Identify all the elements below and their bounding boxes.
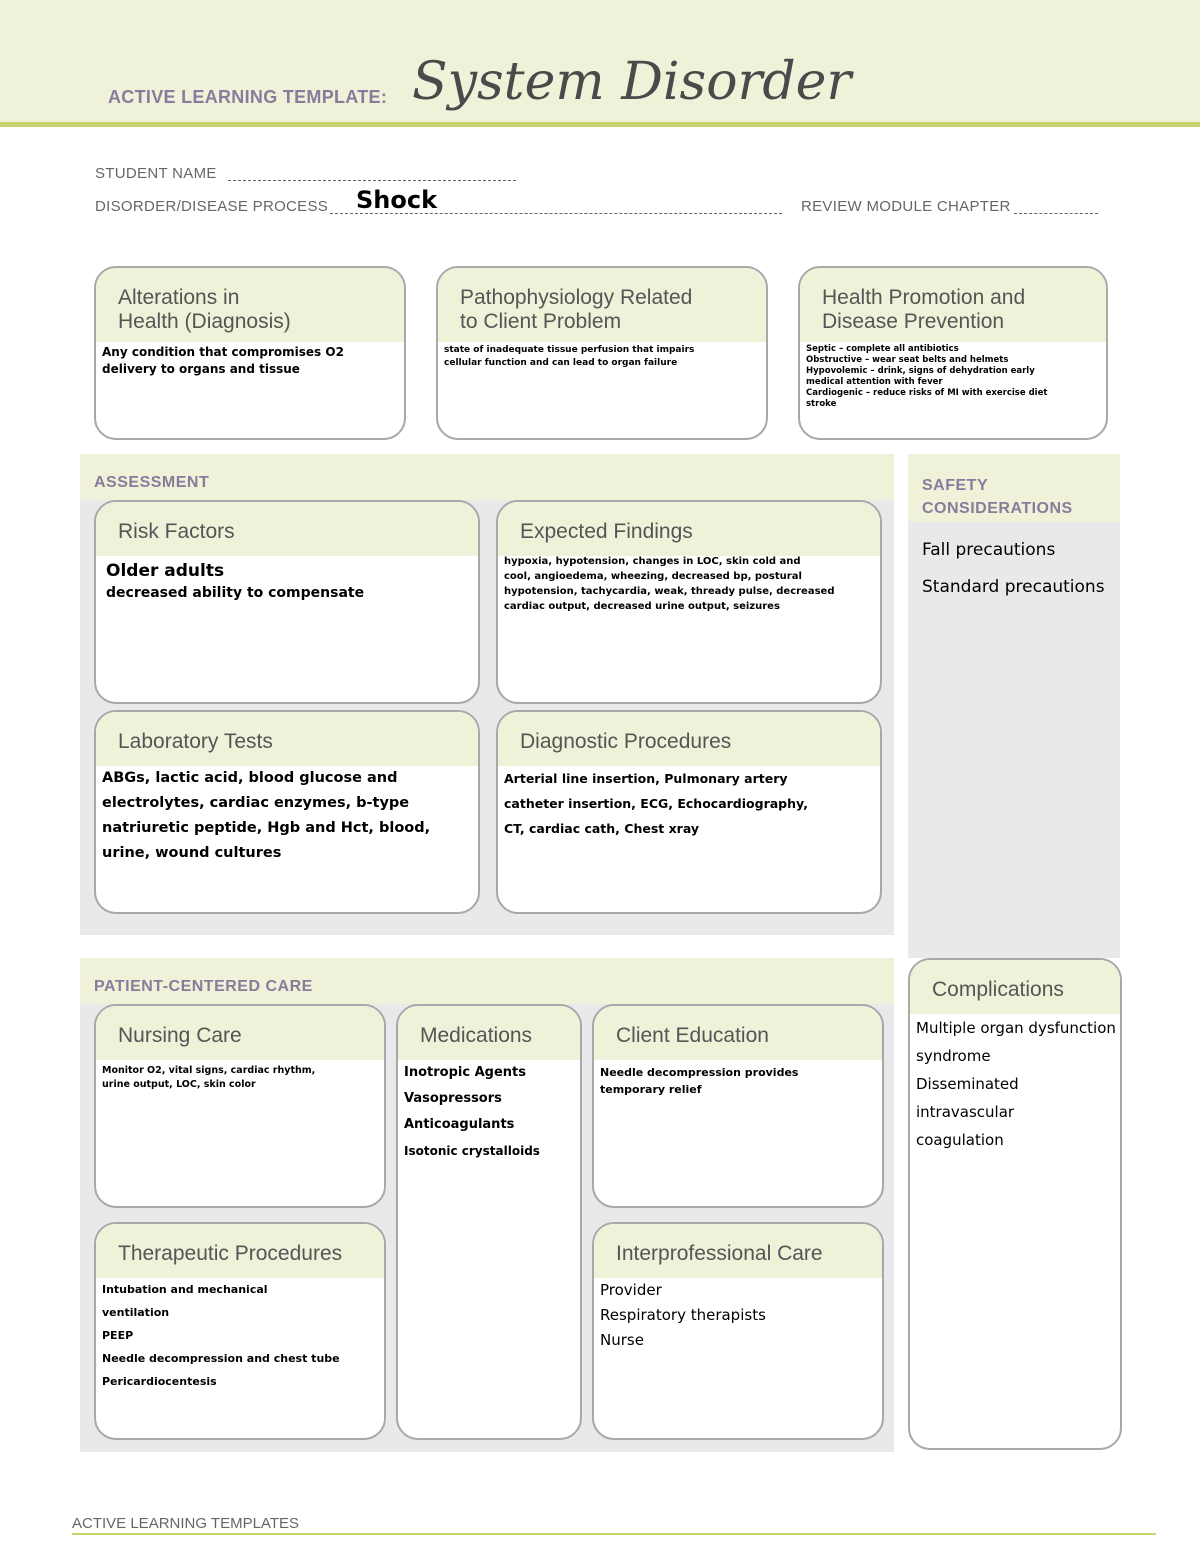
medications-title: Medications <box>398 1006 580 1060</box>
student-name-field[interactable] <box>228 180 516 181</box>
health-promotion-box <box>798 266 1108 440</box>
interprofessional-care-box <box>592 1222 884 1440</box>
footer-text: ACTIVE LEARNING TEMPLATES <box>72 1515 299 1532</box>
complications-content: Multiple organ dysfunction syndrome Disseminated intravascular coagulation <box>916 1019 1116 1149</box>
footer-rule <box>72 1533 1156 1535</box>
pathophysiology-title-line2: to Client Problem <box>460 310 622 333</box>
alterations-box <box>94 266 406 440</box>
medications-box <box>396 1004 582 1440</box>
assessment-section-title: ASSESSMENT <box>94 474 210 491</box>
risk-factors-box <box>94 500 480 704</box>
medications-content: Inotropic Agents Vasopressors Anticoagulants Isotonic crystalloids <box>404 1065 540 1158</box>
complications-box <box>908 958 1122 1450</box>
client-education-content: Needle decompression provides temporary relief <box>600 1066 799 1096</box>
pathophysiology-title <box>438 268 766 342</box>
therapeutic-procedures-box <box>94 1222 386 1440</box>
laboratory-tests-box <box>94 710 480 914</box>
review-module-field[interactable] <box>1014 213 1098 214</box>
complications-title: Complications <box>910 960 1120 1014</box>
template-title: System Disorder <box>412 52 852 112</box>
header-rule <box>0 122 1200 127</box>
risk-factors-title: Risk Factors <box>96 502 478 556</box>
expected-findings-content: hypoxia, hypotension, changes in LOC, skin cold and cool, angioedema, wheezing, decreased bp, postural hypotension, tachycardia, weak, thready pulse, decreased cardiac output, decreased urine output, seizures <box>504 556 835 612</box>
safety-panel <box>908 454 1120 958</box>
pathophysiology-content: state of inadequate tissue perfusion that impairs cellular function and can lead to organ failure <box>444 345 695 368</box>
client-education-title: Client Education <box>594 1006 882 1060</box>
risk-factors-content: Older adults decreased ability to compensate <box>106 561 365 601</box>
template-label: ACTIVE LEARNING TEMPLATE: <box>108 87 388 107</box>
review-module-label: REVIEW MODULE CHAPTER <box>801 198 1011 215</box>
expected-findings-title: Expected Findings <box>498 502 880 556</box>
alterations-title <box>96 268 404 342</box>
pathophysiology-title-line1: Pathophysiology Related <box>460 286 693 309</box>
patient-care-section-title: PATIENT-CENTERED CARE <box>94 978 313 995</box>
therapeutic-procedures-title: Therapeutic Procedures <box>96 1224 384 1278</box>
diagnostic-procedures-content: Arterial line insertion, Pulmonary artery catheter insertion, ECG, Echocardiography, CT, cardiac cath, Chest xray <box>504 771 808 836</box>
diagnostic-procedures-title: Diagnostic Procedures <box>498 712 880 766</box>
diagnostic-procedures-box <box>496 710 882 914</box>
nursing-care-box <box>94 1004 386 1208</box>
health-promotion-title-line2: Disease Prevention <box>822 310 1005 333</box>
health-promotion-title <box>800 268 1106 342</box>
student-name-label: STUDENT NAME <box>95 165 217 182</box>
interprofessional-care-content: Provider Respiratory therapists Nurse <box>600 1281 766 1349</box>
nursing-care-content: Monitor O2, vital signs, cardiac rhythm, urine output, LOC, skin color <box>102 1065 316 1090</box>
safety-title-line2: CONSIDERATIONS <box>922 500 1073 517</box>
alterations-title-line1: Alterations in <box>118 286 240 309</box>
expected-findings-box <box>496 500 882 704</box>
laboratory-tests-title: Laboratory Tests <box>96 712 478 766</box>
safety-title-line1: SAFETY <box>922 477 989 494</box>
alterations-title-line2: Health (Diagnosis) <box>118 310 291 333</box>
health-promotion-title-line1: Health Promotion and <box>822 286 1026 309</box>
pathophysiology-box <box>436 266 768 440</box>
health-promotion-content: Septic – complete all antibiotics Obstructive – wear seat belts and helmets Hypovolemic – drink, signs of dehydration early medical attention with fever Cardiogenic – reduce risks of MI with exercise diet stroke <box>806 344 1048 409</box>
safety-section-title <box>922 474 1073 520</box>
laboratory-tests-content: ABGs, lactic acid, blood glucose and electrolytes, cardiac enzymes, b-type natriuretic peptide, Hgb and Hct, blood, urine, wound cultures <box>102 770 431 861</box>
safety-content: Fall precautions Standard precautions <box>922 540 1105 597</box>
client-education-box <box>592 1004 884 1208</box>
alterations-content: Any condition that compromises O2 delivery to organs and tissue <box>102 345 344 376</box>
nursing-care-title: Nursing Care <box>96 1006 384 1060</box>
disorder-value: Shock <box>356 186 438 214</box>
interprofessional-care-title: Interprofessional Care <box>594 1224 882 1278</box>
therapeutic-procedures-content: Intubation and mechanical ventilation PEEP Needle decompression and chest tube Pericardiocentesis <box>102 1283 340 1388</box>
disorder-label: DISORDER/DISEASE PROCESS <box>95 198 329 215</box>
